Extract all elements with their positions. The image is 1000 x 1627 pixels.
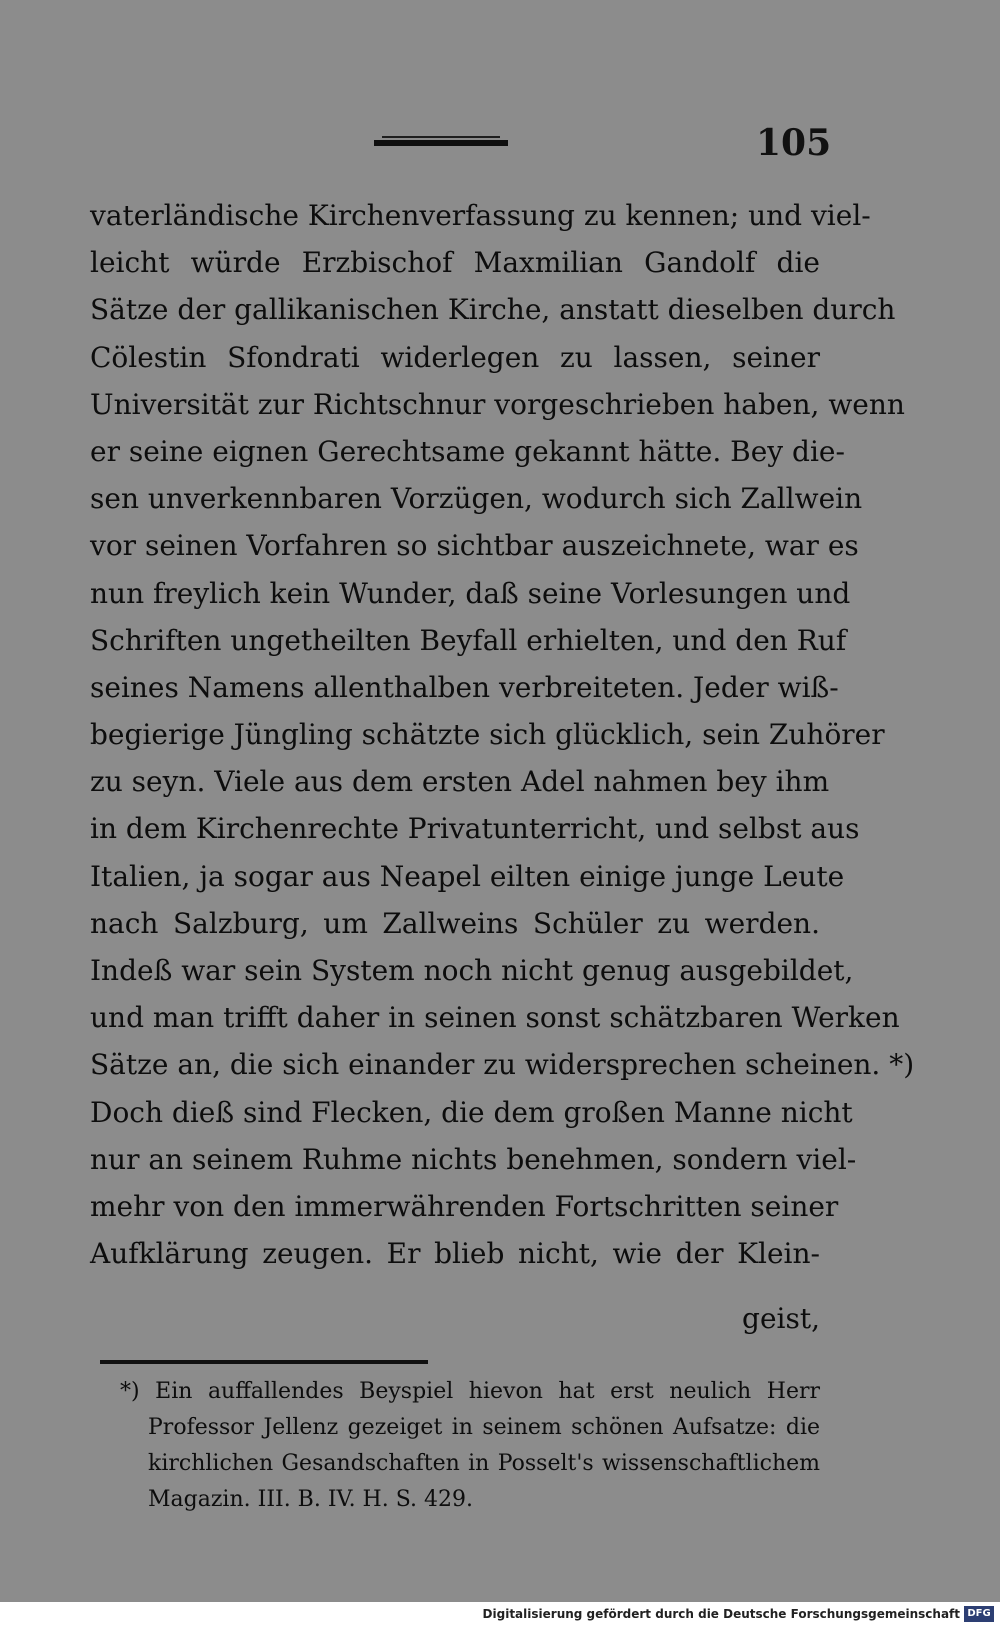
body-line: Sätze an, die sich einander zu widersprechen scheinen. *) (90, 1048, 915, 1082)
body-line: vor seinen Vorfahren so sichtbar auszeichnete, war es (90, 529, 859, 563)
page-number: 105 (756, 122, 832, 164)
body-line: Italien, ja sogar aus Neapel eilten einige junge Leute (90, 859, 845, 893)
ornament-bar (374, 140, 508, 146)
body-line: seines Namens allenthalben verbreiteten. Jeder wiß- (90, 670, 839, 704)
dfg-logo-icon: DFG (964, 1606, 994, 1622)
ornament-thin-rule (382, 136, 500, 138)
body-line: und man trifft daher in seinen sonst schätzbaren Werken (90, 1001, 900, 1035)
body-line: zu seyn. Viele aus dem ersten Adel nahmen bey ihm (90, 765, 830, 799)
body-text (90, 192, 915, 1277)
funding-credit: Digitalisierung gefördert durch die Deutsche Forschungsgemeinschaft (482, 1607, 960, 1621)
body-line: nach Salzburg, um Zallweins Schüler zu werden. (90, 906, 820, 940)
footnote-line: *) Ein auffallendes Beyspiel hievon hat erst neulich Herr (120, 1379, 820, 1404)
body-line: mehr von den immerwährenden Fortschritten seiner (90, 1189, 839, 1223)
body-line: er seine eignen Gerechtsame gekannt hätte. Bey die- (90, 434, 845, 468)
body-line: nur an seinem Ruhme nichts benehmen, sondern viel- (90, 1142, 857, 1176)
header-ornament (374, 136, 508, 150)
body-line: in dem Kirchenrechte Privatunterricht, und selbst aus (90, 812, 860, 846)
body-line: Doch dieß sind Flecken, die dem großen Manne nicht (90, 1095, 853, 1129)
body-line: Indeß war sein System noch nicht genug ausgebildet, (90, 954, 854, 987)
footnote-line: Professor Jellenz gezeiget in seinem schönen Aufsatze: die (148, 1415, 820, 1440)
body-line: begierige Jüngling schätzte sich glücklich, sein Zuhörer (90, 718, 885, 752)
footnote-line: kirchlichen Gesandschaften in Posselt's wissenschaftlichem (148, 1451, 820, 1476)
body-line: Aufklärung zeugen. Er blieb nicht, wie der Klein- (90, 1237, 820, 1271)
body-line: Universität zur Richtschnur vorgeschrieben haben, wenn (90, 387, 905, 421)
body-line: leicht würde Erzbischof Maxmilian Gandolf die (90, 246, 820, 280)
body-line: Sätze der gallikanischen Kirche, anstatt dieselben durch (90, 293, 896, 327)
catchword: geist, (742, 1302, 820, 1335)
body-line: Cölestin Sfondrati widerlegen zu lassen, seiner (90, 340, 820, 374)
body-line: Schriften ungetheilten Beyfall erhielten, und den Ruf (90, 623, 847, 657)
footnote-rule (100, 1360, 428, 1364)
body-line: nun freylich kein Wunder, daß seine Vorlesungen und (90, 576, 851, 610)
footnote (120, 1374, 820, 1518)
body-line: sen unverkennbaren Vorzügen, wodurch sich Zallwein (90, 482, 863, 516)
credit-bar (0, 1602, 1000, 1627)
footnote-line: Magazin. III. B. IV. H. S. 429. (148, 1487, 473, 1512)
body-line: vaterländische Kirchenverfassung zu kennen; und viel- (90, 199, 871, 232)
